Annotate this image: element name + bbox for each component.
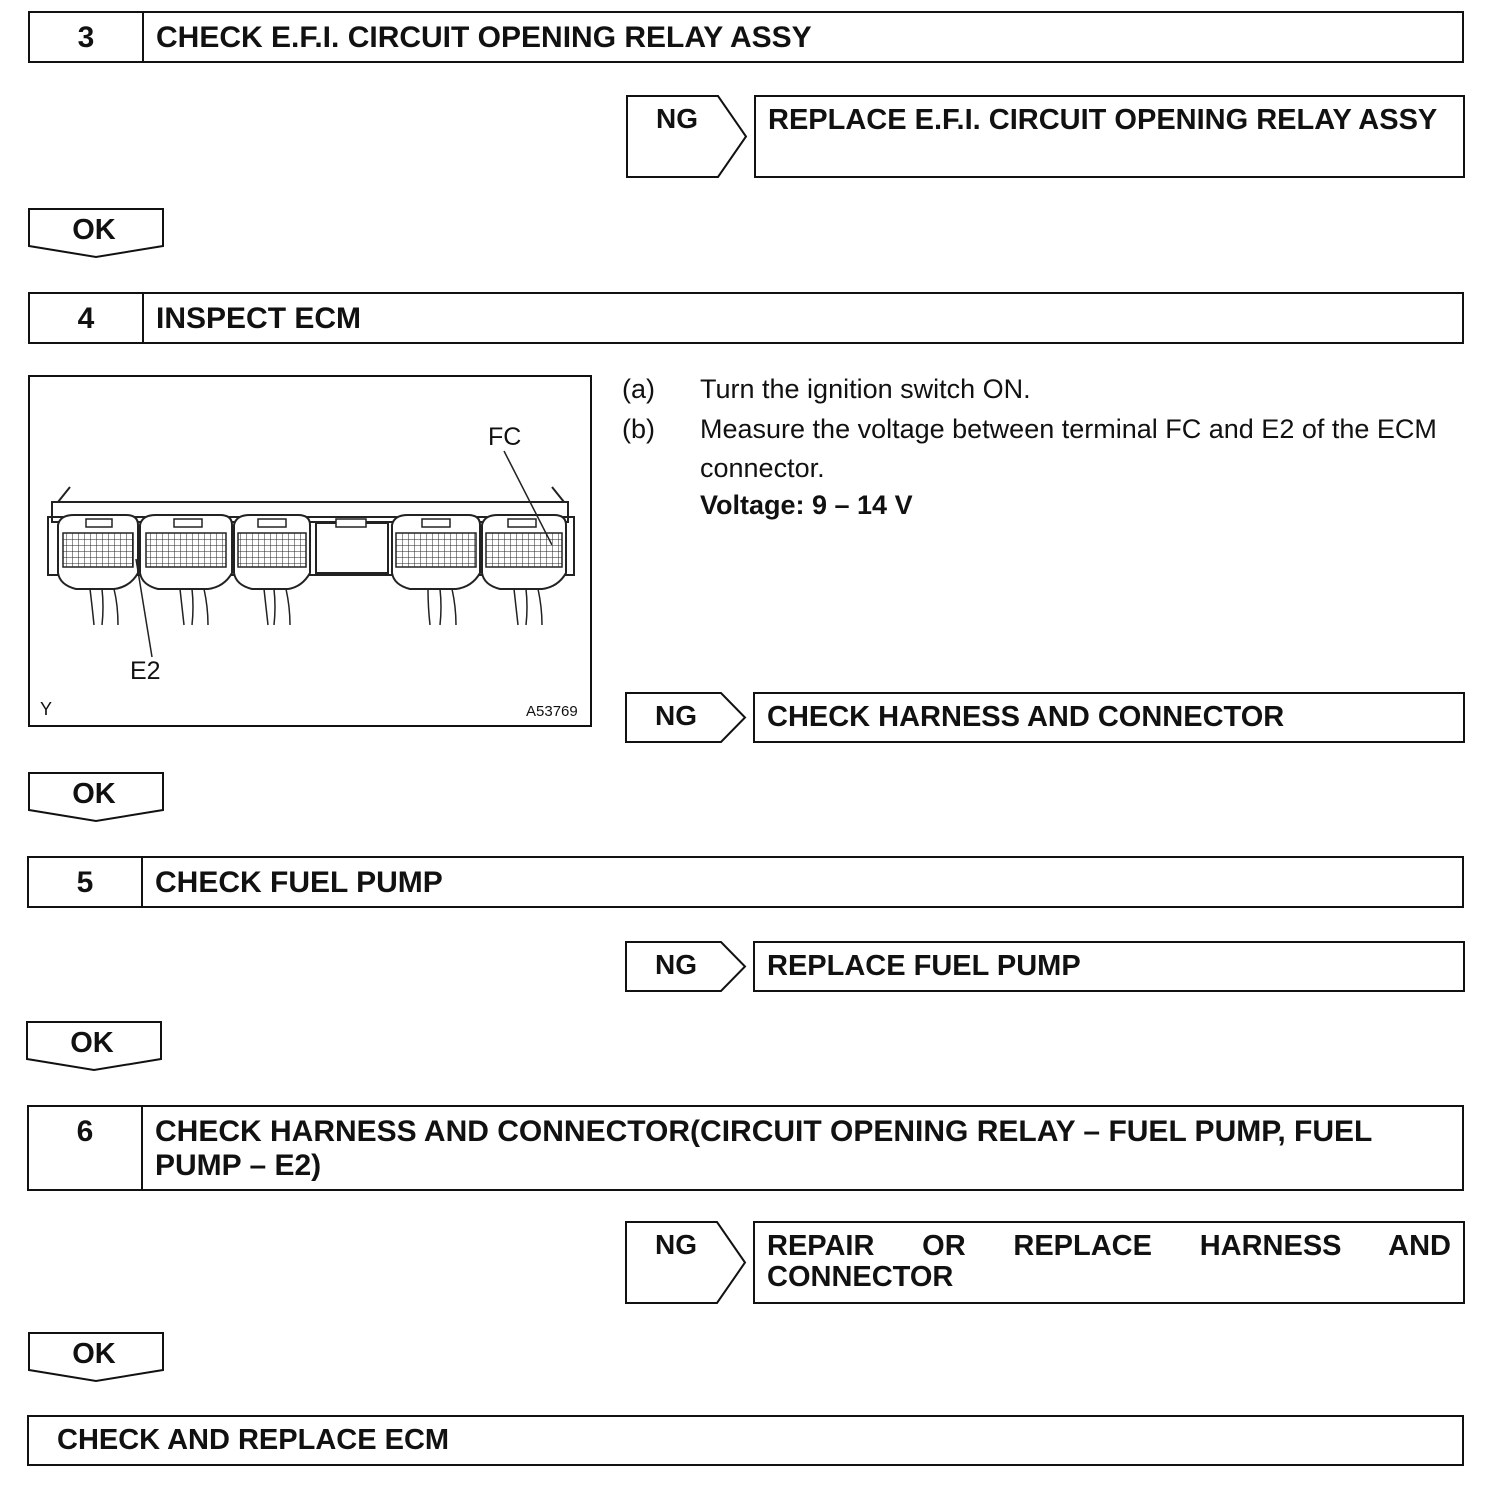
step-number: 3 bbox=[30, 13, 144, 61]
ecm-connector-figure bbox=[28, 375, 592, 727]
connector-3 bbox=[234, 515, 310, 625]
ng-label: NG bbox=[655, 700, 697, 731]
instruction-label: (a) bbox=[622, 374, 655, 404]
connector-2 bbox=[140, 515, 232, 625]
ok-tag bbox=[28, 1332, 166, 1384]
instruction-text: Turn the ignition switch ON. bbox=[700, 374, 1031, 404]
instruction-label: (b) bbox=[622, 414, 655, 444]
ng-action-box: CHECK HARNESS AND CONNECTOR bbox=[753, 692, 1465, 743]
ng-label: NG bbox=[655, 949, 697, 980]
step-title: CHECK FUEL PUMP bbox=[155, 866, 443, 899]
e2-label: E2 bbox=[130, 657, 161, 685]
ok-label: OK bbox=[72, 1338, 116, 1370]
step-title: INSPECT ECM bbox=[156, 302, 362, 335]
fc-label: FC bbox=[488, 423, 522, 451]
instruction-a bbox=[622, 370, 1482, 410]
ng-tag bbox=[625, 692, 747, 743]
ok-tag bbox=[26, 1021, 164, 1073]
ng-tag bbox=[625, 941, 747, 992]
step-6-header bbox=[27, 1105, 1464, 1191]
ok-label: OK bbox=[72, 214, 116, 246]
ok-label: OK bbox=[70, 1027, 114, 1059]
ng-tag bbox=[625, 1221, 747, 1304]
step-4-header bbox=[28, 292, 1464, 344]
connector-1 bbox=[58, 515, 138, 625]
ng-tag bbox=[626, 95, 748, 178]
ok-label: OK bbox=[72, 778, 116, 810]
instruction-text: Measure the voltage between terminal FC and E2 of the ECM connector. bbox=[700, 414, 1437, 483]
housing-edge bbox=[58, 487, 564, 502]
connector-center bbox=[316, 519, 388, 573]
ng-action-box: REPLACE E.F.I. CIRCUIT OPENING RELAY ASSY bbox=[754, 95, 1465, 178]
connector-6 bbox=[482, 515, 566, 625]
figure-code: A53769 bbox=[526, 703, 578, 720]
step-number: 5 bbox=[29, 858, 143, 906]
ng-label: NG bbox=[656, 103, 698, 134]
ng-action-box: REPLACE FUEL PUMP bbox=[753, 941, 1465, 992]
ng-action-box: REPAIR OR REPLACE HARNESS AND CONNECTOR bbox=[753, 1221, 1465, 1304]
voltage-spec: Voltage: 9 – 14 V bbox=[700, 490, 913, 520]
step-title: CHECK E.F.I. CIRCUIT OPENING RELAY ASSY bbox=[156, 21, 812, 54]
final-action-box: CHECK AND REPLACE ECM bbox=[27, 1415, 1464, 1466]
step-title: CHECK HARNESS AND CONNECTOR(CIRCUIT OPENING RELAY – FUEL PUMP, FUEL PUMP – E2) bbox=[155, 1115, 1372, 1182]
connector-5 bbox=[392, 515, 480, 625]
step-5-header bbox=[27, 856, 1464, 908]
instruction-b bbox=[622, 410, 1482, 490]
figure-corner-label: Y bbox=[40, 699, 53, 719]
ng-label: NG bbox=[655, 1229, 697, 1260]
ok-tag bbox=[28, 772, 166, 824]
step-number: 4 bbox=[30, 294, 144, 342]
ok-tag bbox=[28, 208, 166, 260]
step-number: 6 bbox=[29, 1107, 143, 1189]
step-3-header bbox=[28, 11, 1464, 63]
